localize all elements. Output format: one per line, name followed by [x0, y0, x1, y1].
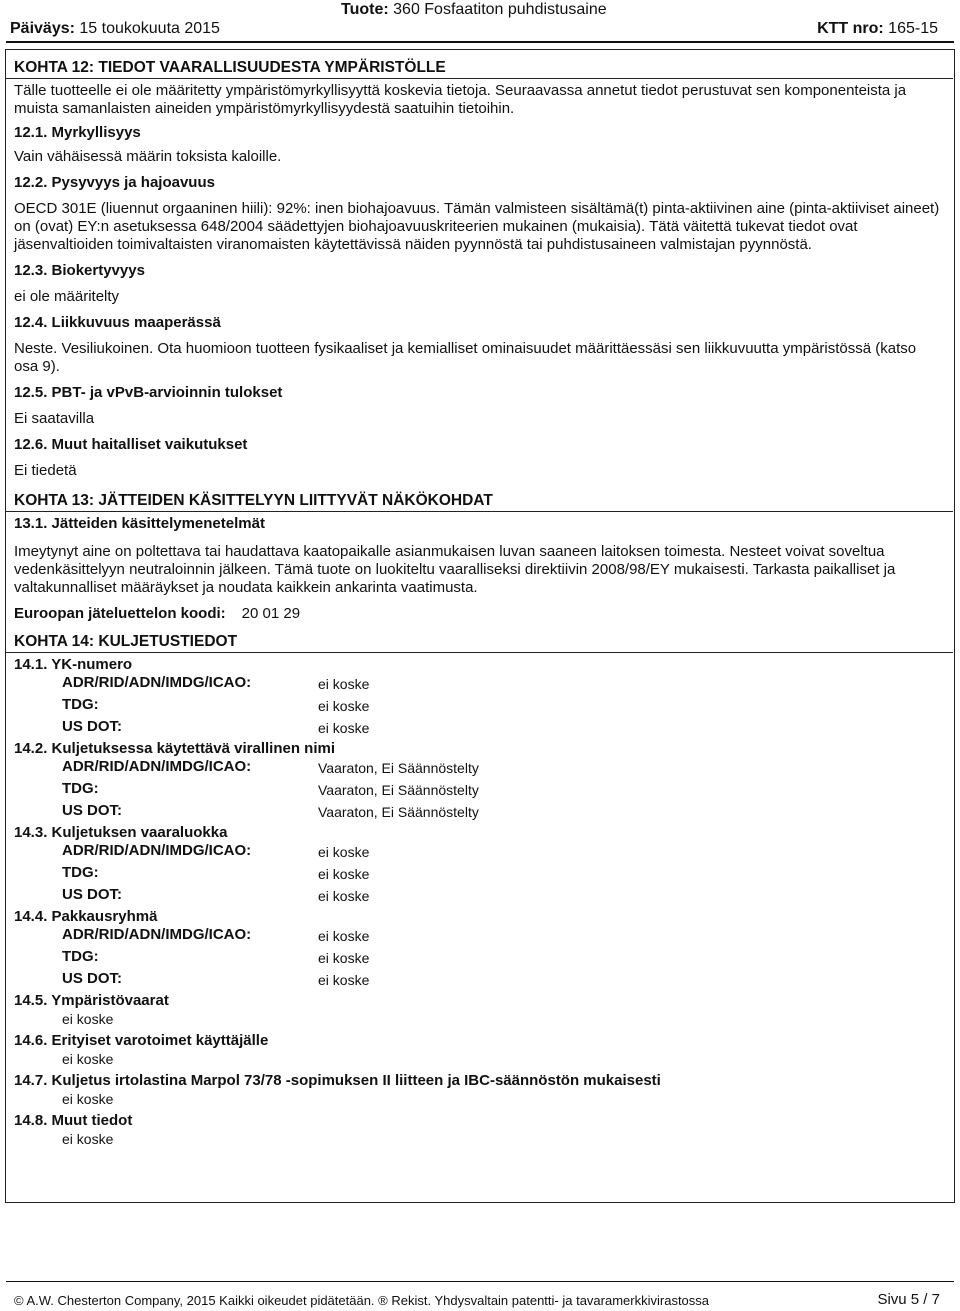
transport-row: [14, 674, 944, 696]
subsection-14-5-title: 14.5. Ympäristövaarat: [14, 992, 169, 1009]
header-divider: [6, 41, 954, 43]
transport-row-label: ADR/RID/ADN/IMDG/ICAO:: [62, 926, 252, 943]
subsection-12-1-text: Vain vähäisessä määrin toksista kaloille.: [14, 148, 282, 165]
transport-row-value: ei koske: [318, 676, 370, 692]
transport-row-label: ADR/RID/ADN/IMDG/ICAO:: [62, 758, 252, 775]
transport-row-value: ei koske: [318, 928, 370, 944]
section-12-title: KOHTA 12: TIEDOT VAARALLISUUDESTA YMPÄRISTÖLLE: [14, 59, 944, 78]
footer-divider: [6, 1281, 954, 1282]
transport-row-value: ei koske: [318, 720, 370, 736]
subsection-13-1-title: 13.1. Jätteiden käsittelymenetelmät: [14, 515, 265, 532]
transport-row-label: US DOT:: [62, 970, 122, 987]
page-footer: [14, 1292, 944, 1310]
waste-code-value: 20 01 29: [241, 605, 301, 622]
transport-row-value: ei koske: [318, 888, 370, 904]
subsection-14-8-text: ei koske: [62, 1131, 114, 1147]
transport-row-value: Vaaraton, Ei Säännöstelty: [318, 804, 479, 820]
subsection-14-7-title: 14.7. Kuljetus irtolastina Marpol 73/78 -sopimuksen II liitteen ja IBC-säännöstön mukaisesti: [14, 1072, 661, 1089]
document-date: Päiväys: 15 toukokuuta 2015: [10, 20, 220, 37]
page-number: Sivu 5 / 7: [877, 1291, 940, 1308]
transport-row-label: US DOT:: [62, 886, 122, 903]
sds-number: KTT nro: 165-15: [817, 20, 938, 37]
subsection-14-8-title: 14.8. Muut tiedot: [14, 1112, 133, 1129]
transport-row: [14, 842, 944, 864]
transport-row-label: US DOT:: [62, 802, 122, 819]
transport-row: [14, 718, 944, 740]
subsection-12-6-text: Ei tiedetä: [14, 462, 77, 479]
transport-row-value: ei koske: [318, 866, 370, 882]
waste-code-row: [14, 605, 944, 623]
transport-row-value: Vaaraton, Ei Säännöstelty: [318, 760, 479, 776]
subsection-14-4-title: 14.4. Pakkausryhmä: [14, 908, 158, 925]
section-13-title: KOHTA 13: JÄTTEIDEN KÄSITTELYYN LIITTYVÄT NÄKÖKOHDAT: [14, 492, 944, 511]
transport-row: [14, 696, 944, 718]
transport-row-value: ei koske: [318, 972, 370, 988]
transport-row: [14, 926, 944, 948]
subsection-12-5-title: 12.5. PBT- ja vPvB-arvioinnin tulokset: [14, 384, 283, 401]
transport-row-value: ei koske: [318, 844, 370, 860]
subsection-12-2-title: 12.2. Pysyvyys ja hajoavuus: [14, 174, 215, 191]
subsection-12-5-text: Ei saatavilla: [14, 410, 95, 427]
subsection-12-3-text: ei ole määritelty: [14, 288, 120, 305]
subsection-14-6-text: ei koske: [62, 1051, 114, 1067]
transport-row-value: ei koske: [318, 950, 370, 966]
transport-row-label: TDG:: [62, 948, 99, 965]
transport-row-value: Vaaraton, Ei Säännöstelty: [318, 782, 479, 798]
transport-row: [14, 948, 944, 970]
subsection-14-7-text: ei koske: [62, 1091, 114, 1107]
transport-row-label: ADR/RID/ADN/IMDG/ICAO:: [62, 674, 252, 691]
transport-groups: [14, 656, 944, 992]
transport-row: [14, 758, 944, 780]
subsection-12-2-text: OECD 301E (liuennut orgaaninen hiili): 92%: inen biohajoavuus. Tämän valmisteen sisältämä(t) pinta-aktiivinen aine (pinta-aktiiviset aineet) on (ovat) EY:n asetuksessa 648/2004 säädettyjen biohajoavuuskriteerien mukainen (mukaisia). Tätä väitettä tukevat tiedot ovat jäsenvaltioiden toimivaltaisten viranomaisten käytettävissä näiden pyynnöstä tai puhdistusaineen valmistajan pyynnöstä.: [14, 200, 940, 253]
copyright-text: © A.W. Chesterton Company, 2015 Kaikki oikeudet pidätetään. ® Rekist. Yhdysvaltain patentti- ja tavaramerkkivirastossa: [14, 1293, 710, 1308]
transport-row-value: ei koske: [318, 698, 370, 714]
transport-row: [14, 864, 944, 886]
subsection-14-1-title: 14.1. YK-numero: [14, 656, 133, 673]
section-12-intro: Tälle tuotteelle ei ole määritetty ympäristömyrkyllisyyttä koskevia tietoja. Seuraavassa annetut tiedot perustuvat sen komponenteista ja muista samanlaisten aineiden ympäristömyrkyllisyydestä saatuihin tietoihin.: [14, 82, 907, 117]
subsection-12-3-title: 12.3. Biokertyvyys: [14, 262, 145, 279]
transport-row-label: TDG:: [62, 864, 99, 881]
subsection-14-5-text: ei koske: [62, 1011, 114, 1027]
section-13-text: Imeytynyt aine on poltettava tai haudattava kaatopaikalle asianmukaisen luvan saaneen laitoksen toimesta. Nesteet voivat soveltua vedenkäsittelyyn neutraloinnin jälkeen. Tämä tuote on luokiteltu vaaralliseksi direktiivin 2008/98/EY mukaisesti. Tarkasta paikalliset ja valtakunnalliset määräykset ja noudata kaikkein ankarinta vaatimusta.: [14, 543, 896, 596]
subsection-12-6-title: 12.6. Muut haitalliset vaikutukset: [14, 436, 248, 453]
transport-row: [14, 970, 944, 992]
subsection-12-4-text: Neste. Vesiliukoinen. Ota huomioon tuotteen fysikaaliset ja kemialliset ominaisuudet määrittäessäsi sen liikkuvuutta ympäristössä (katso osa 9).: [14, 340, 917, 375]
subsection-14-3-title: 14.3. Kuljetuksen vaaraluokka: [14, 824, 228, 841]
transport-row-label: US DOT:: [62, 718, 122, 735]
subsection-14-6-title: 14.6. Erityiset varotoimet käyttäjälle: [14, 1032, 269, 1049]
subsection-12-1-title: 12.1. Myrkyllisyys: [14, 124, 141, 141]
transport-row: [14, 780, 944, 802]
transport-row: [14, 886, 944, 908]
subsection-14-2-title: 14.2. Kuljetuksessa käytettävä virallinen nimi: [14, 740, 335, 757]
subsection-12-4-title: 12.4. Liikkuvuus maaperässä: [14, 314, 221, 331]
transport-row-label: TDG:: [62, 696, 99, 713]
section-14-title: KOHTA 14: KULJETUSTIEDOT: [14, 633, 944, 652]
page-header: [0, 0, 960, 40]
product-name: Tuote: 360 Fosfaatiton puhdistusaine: [341, 1, 607, 18]
transport-row-label: ADR/RID/ADN/IMDG/ICAO:: [62, 842, 252, 859]
waste-code-label: Euroopan jäteluettelon koodi:: [14, 605, 226, 622]
document-body: [14, 49, 944, 1148]
transport-row: [14, 802, 944, 824]
transport-row-label: TDG:: [62, 780, 99, 797]
